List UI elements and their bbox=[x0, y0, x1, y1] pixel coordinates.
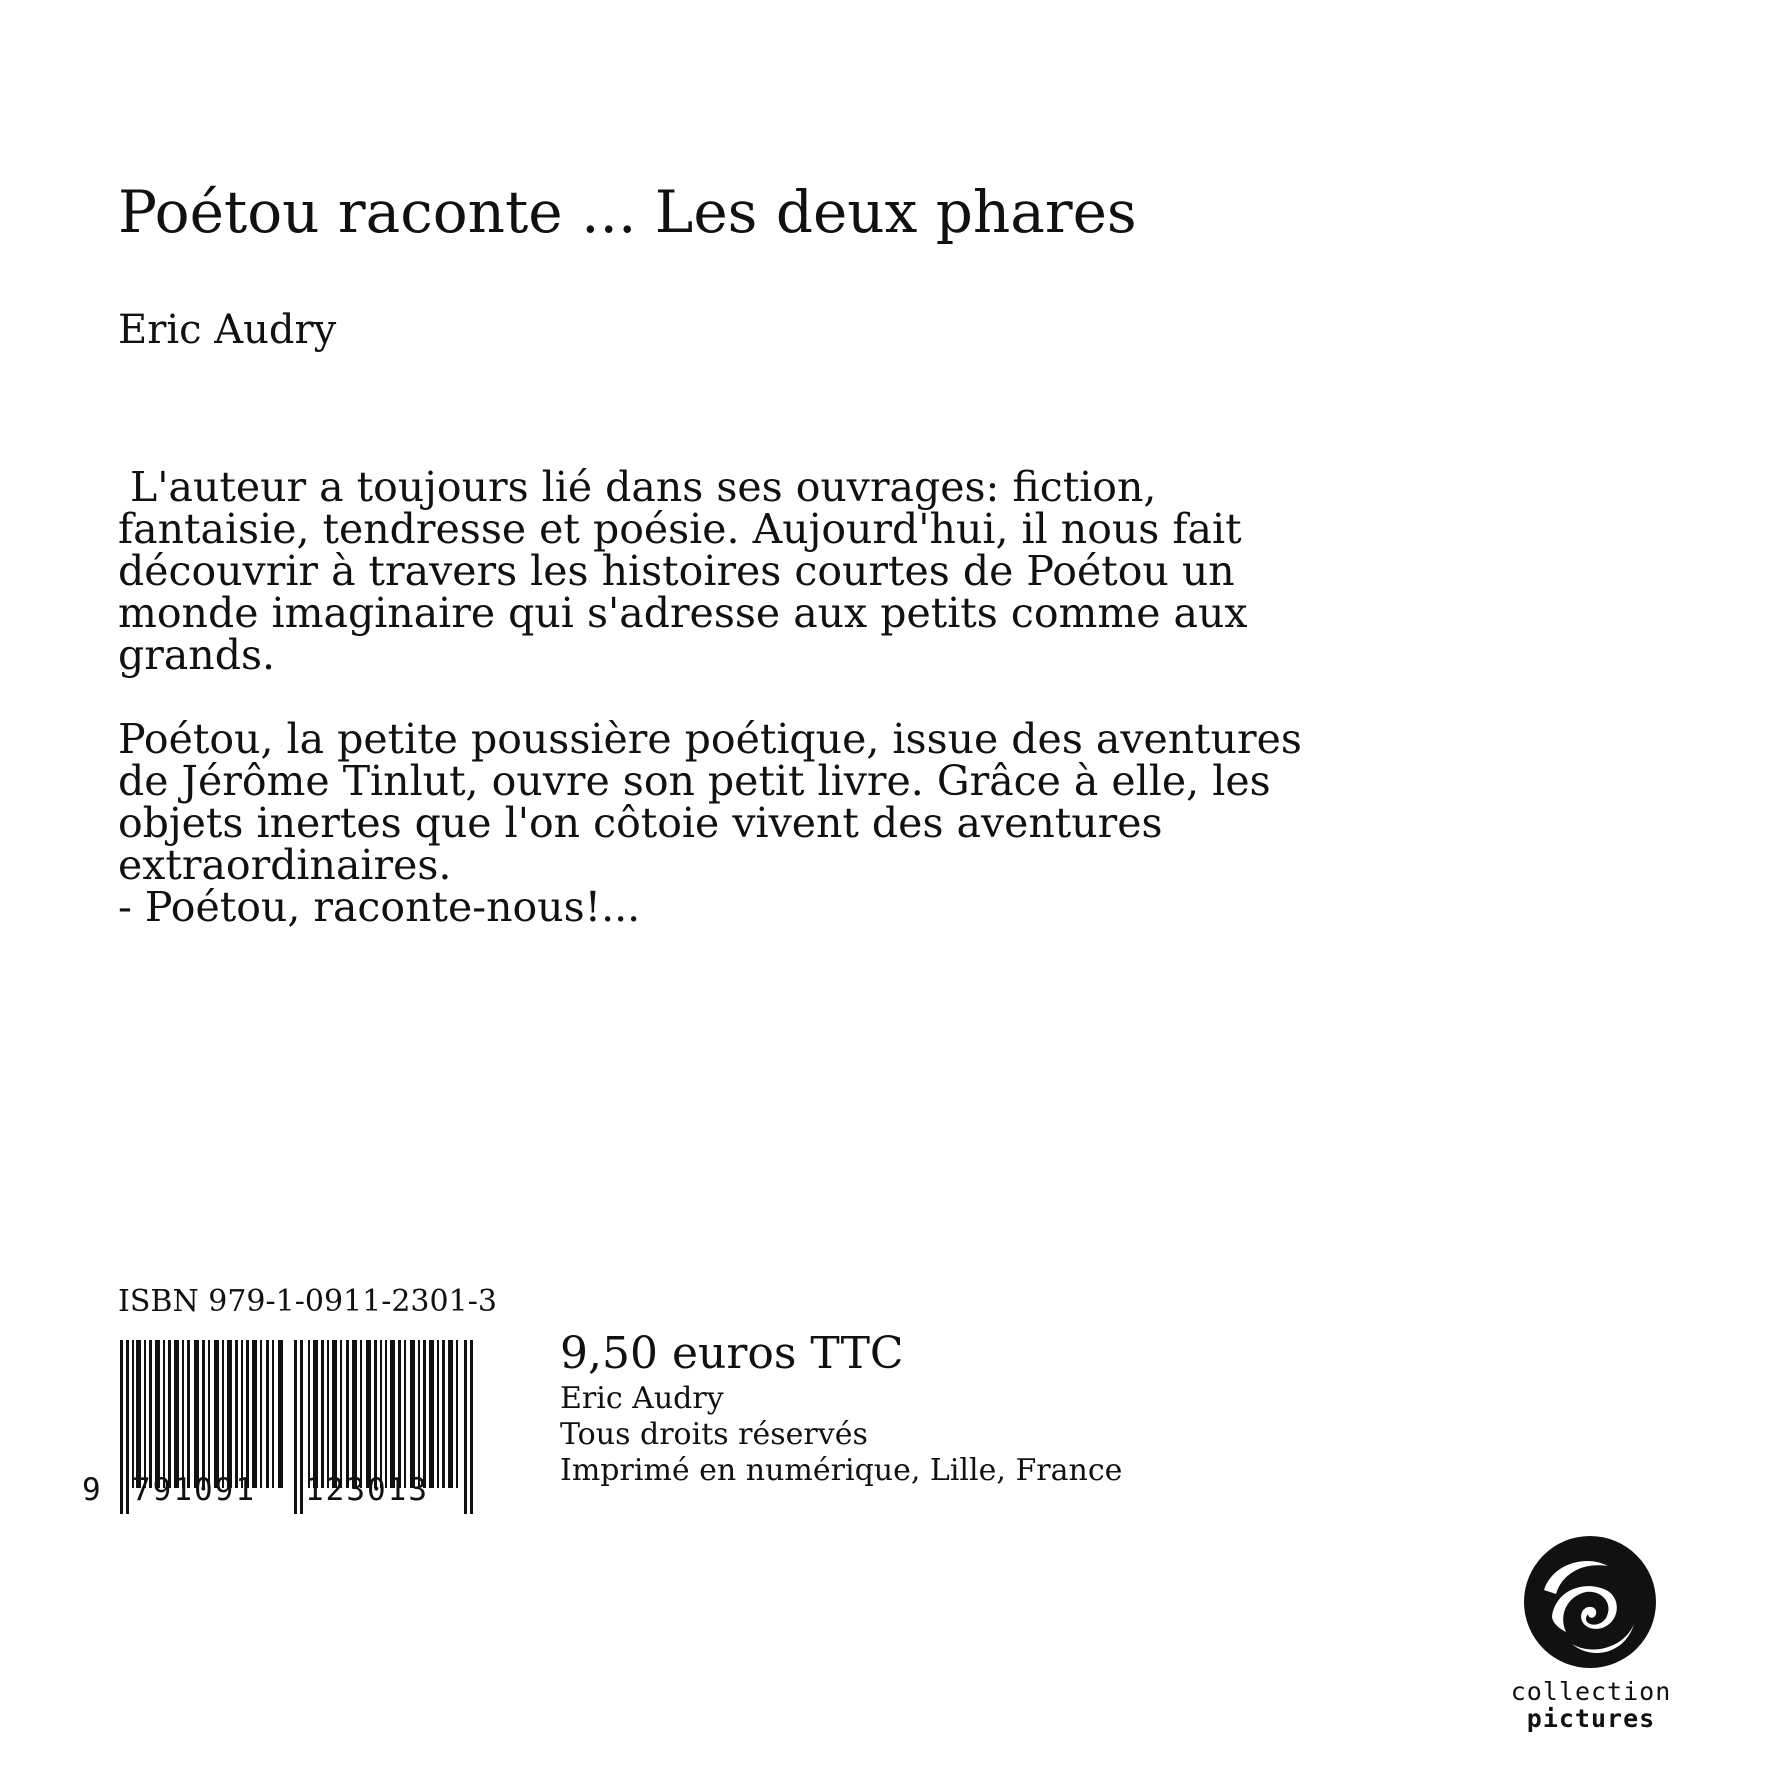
barcode-bar bbox=[448, 1340, 453, 1488]
imprint-author: Eric Audry bbox=[560, 1381, 724, 1416]
barcode-bar bbox=[332, 1340, 337, 1488]
barcode-bar bbox=[187, 1340, 190, 1488]
barcode-bar bbox=[442, 1340, 445, 1488]
barcode-guard-bar bbox=[470, 1340, 473, 1514]
barcode-bar bbox=[340, 1340, 342, 1488]
barcode-guard-bar bbox=[300, 1340, 303, 1514]
publisher-name-line-1: collection bbox=[1510, 1677, 1672, 1706]
barcode-bar bbox=[360, 1340, 362, 1488]
barcode-bar bbox=[132, 1340, 134, 1488]
barcode-bar bbox=[327, 1340, 329, 1488]
barcode-bar bbox=[272, 1340, 274, 1488]
barcode-guard-bar bbox=[120, 1340, 123, 1514]
barcode-digit-group-1: 791091 bbox=[132, 1472, 256, 1508]
blurb-paragraph-3: - Poétou, raconte-nous!... bbox=[118, 883, 641, 931]
barcode-bar bbox=[241, 1340, 243, 1488]
barcode-bar bbox=[266, 1340, 269, 1488]
barcode-bar bbox=[404, 1340, 406, 1488]
barcode-bar bbox=[278, 1340, 283, 1488]
barcode-bar bbox=[149, 1340, 152, 1488]
isbn-label: ISBN 979-1-0911-2301-3 bbox=[118, 1284, 497, 1319]
barcode-bar bbox=[346, 1340, 349, 1488]
barcode-bar bbox=[418, 1340, 420, 1488]
barcode-bar bbox=[202, 1340, 205, 1488]
barcode-bar bbox=[366, 1340, 371, 1488]
barcode-bar bbox=[385, 1340, 387, 1488]
barcode-bar bbox=[144, 1340, 146, 1488]
spiral-logo-icon bbox=[1522, 1532, 1658, 1672]
barcode-bar bbox=[252, 1340, 257, 1488]
blurb-paragraph-2: Poétou, la petite poussière poétique, issue des aventures de Jérôme Tinlut, ouvre son petit livre. Grâce à elle, les objets inertes que l'on côtoie vivent des aventures extraordinaires. bbox=[118, 715, 1302, 889]
barcode-guard-bar bbox=[464, 1340, 467, 1514]
price: 9,50 euros TTC bbox=[560, 1328, 904, 1379]
barcode-bar bbox=[214, 1340, 219, 1488]
barcode-bar bbox=[235, 1340, 238, 1488]
barcode-bar bbox=[321, 1340, 324, 1488]
barcode-bar bbox=[227, 1340, 232, 1488]
barcode-bar bbox=[246, 1340, 249, 1488]
barcode-bar bbox=[456, 1340, 458, 1488]
publisher-name-line-2: pictures bbox=[1526, 1704, 1656, 1733]
barcode-bar bbox=[308, 1340, 310, 1488]
barcode-first-digit: 9 bbox=[82, 1472, 101, 1508]
barcode-bar bbox=[182, 1340, 184, 1488]
barcode-bar bbox=[155, 1340, 160, 1488]
imprint-printing: Imprimé en numérique, Lille, France bbox=[560, 1453, 1123, 1488]
book-author: Eric Audry bbox=[118, 307, 337, 353]
barcode-bar bbox=[352, 1340, 357, 1488]
barcode-bar bbox=[410, 1340, 415, 1488]
barcode-bar bbox=[423, 1340, 426, 1488]
barcode-bar bbox=[163, 1340, 165, 1488]
barcode-bar bbox=[194, 1340, 199, 1488]
barcode-bar bbox=[222, 1340, 224, 1488]
barcode-bar bbox=[437, 1340, 439, 1488]
barcode-bar bbox=[174, 1340, 179, 1488]
barcode-bar bbox=[136, 1340, 141, 1488]
back-cover-blurb bbox=[118, 463, 1348, 931]
blurb-paragraph-1: L'auteur a toujours lié dans ses ouvrages: fiction, fantaisie, tendresse et poésie. Aujourd'hui, il nous fait découvrir à travers les histoires courtes de Poétou un monde imaginaire qui s'adresse aux petits comme aux grands. bbox=[118, 463, 1248, 679]
barcode-bar bbox=[208, 1340, 210, 1488]
barcode-bar bbox=[429, 1340, 434, 1488]
barcode-guard-bar bbox=[294, 1340, 297, 1514]
barcode-bar bbox=[168, 1340, 171, 1488]
imprint-rights: Tous droits réservés bbox=[560, 1417, 868, 1452]
book-title: Poétou raconte ... Les deux phares bbox=[118, 178, 1137, 246]
barcode-bar bbox=[390, 1340, 395, 1488]
barcode-bar bbox=[260, 1340, 262, 1488]
barcode-bar bbox=[374, 1340, 377, 1488]
barcode-bar bbox=[313, 1340, 318, 1488]
barcode-bar bbox=[380, 1340, 382, 1488]
barcode-guard-bar bbox=[126, 1340, 129, 1514]
barcode-bar bbox=[398, 1340, 401, 1488]
barcode-digit-group-2: 123013 bbox=[305, 1472, 429, 1508]
